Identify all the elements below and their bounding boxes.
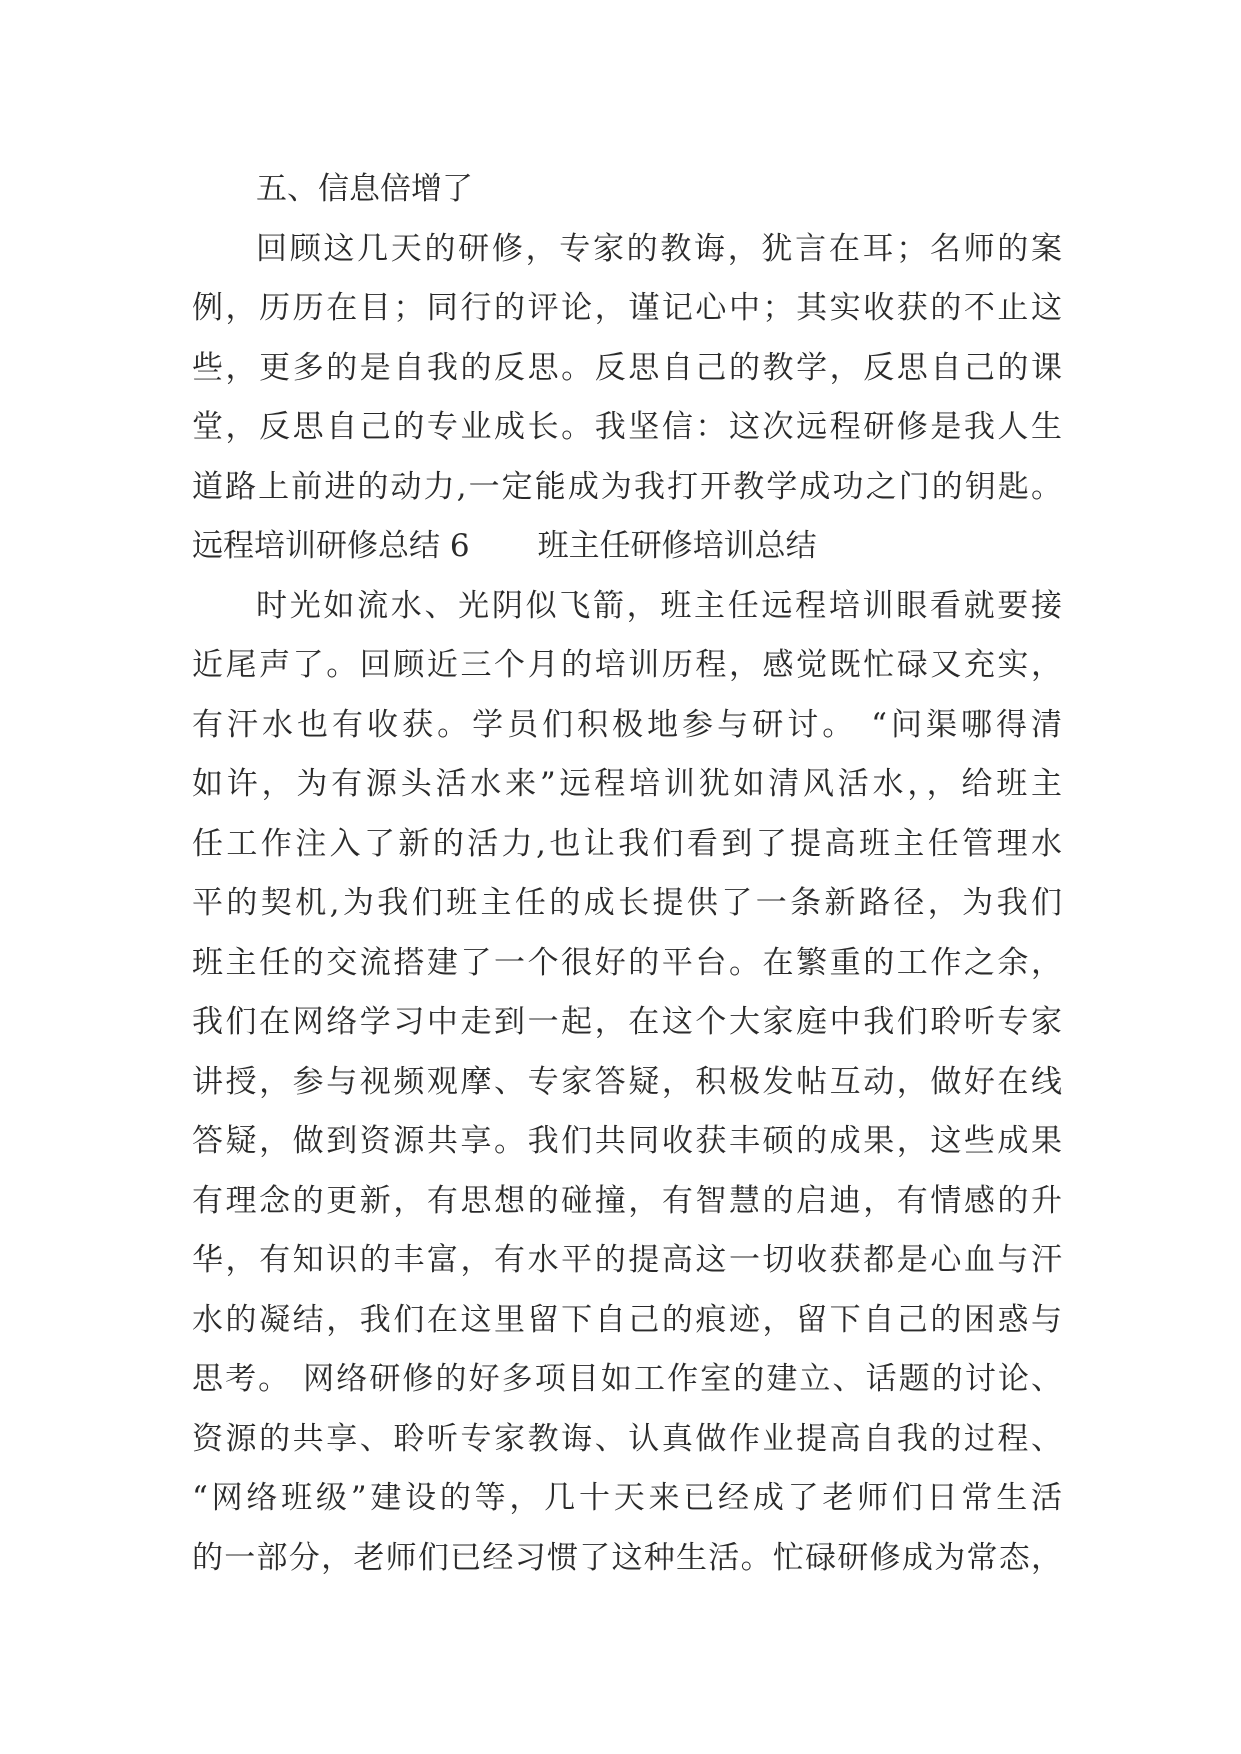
paragraph-line: 华，有知识的丰富，有水平的提高这一切收获都是心血与汗	[192, 1242, 1062, 1278]
paragraph-line: 道路上前进的动力,一定能成为我打开教学成功之门的钥匙。	[192, 468, 1062, 505]
paragraph-line: 些，更多的是自我的反思。反思自己的教学，反思自己的课	[192, 349, 1062, 386]
paragraph-line: “网络班级”建设的等，几十天来已经成了老师们日常生活	[192, 1480, 1062, 1516]
document-body	[192, 160, 1062, 1588]
paragraph-line: 我们在网络学习中走到一起，在这个大家庭中我们聆听专家	[192, 1004, 1062, 1040]
paragraph-line: 例，历历在目；同行的评论，谨记心中；其实收获的不止这	[192, 290, 1062, 326]
paragraph-line: 近尾声了。回顾近三个月的培训历程，感觉既忙碌又充实，	[192, 647, 1062, 683]
article-title-line	[192, 517, 1062, 577]
paragraph-line: 回顾这几天的研修，专家的教诲，犹言在耳；名师的案	[256, 230, 1062, 267]
paragraph-line: 思考。 网络研修的好多项目如工作室的建立、话题的讨论、	[192, 1361, 1062, 1397]
paragraph-line: 资源的共享、聆听专家教诲、认真做作业提高自我的过程、	[192, 1420, 1062, 1457]
section-heading: 五、信息倍增了	[256, 171, 473, 207]
paragraph-line: 平的契机,为我们班主任的成长提供了一条新路径，为我们	[192, 885, 1062, 921]
paragraph-line: 的一部分，老师们已经习惯了这种生活。忙碌研修成为常态，	[192, 1539, 1062, 1576]
paragraph-line: 任工作注入了新的活力,也让我们看到了提高班主任管理水	[192, 825, 1062, 862]
paragraph-training-summary	[192, 577, 1062, 1589]
article-subtitle: 班主任研修培训总结	[537, 528, 817, 564]
article-title: 远程培训研修总结 6	[192, 528, 470, 564]
paragraph-line: 讲授，参与视频观摩、专家答疑，积极发帖互动，做好在线	[192, 1063, 1062, 1100]
paragraph-line: 时光如流水、光阴似飞箭，班主任远程培训眼看就要接	[256, 587, 1062, 624]
paragraph-line: 水的凝结，我们在这里留下自己的痕迹，留下自己的困惑与	[192, 1301, 1062, 1338]
paragraph-line: 答疑，做到资源共享。我们共同收获丰硕的成果，这些成果	[192, 1123, 1062, 1159]
paragraph-line: 班主任的交流搭建了一个很好的平台。在繁重的工作之余，	[192, 944, 1062, 981]
paragraph-reflection	[192, 220, 1062, 518]
paragraph-line: 有汗水也有收获。学员们积极地参与研讨。 “问渠哪得清	[192, 706, 1062, 743]
paragraph-line: 堂，反思自己的专业成长。我坚信：这次远程研修是我人生	[192, 409, 1062, 445]
paragraph-line: 如许，为有源头活水来”远程培训犹如清风活水，，给班主	[192, 766, 1062, 802]
paragraph-line: 有理念的更新，有思想的碰撞，有智慧的启迪，有情感的升	[192, 1182, 1062, 1219]
